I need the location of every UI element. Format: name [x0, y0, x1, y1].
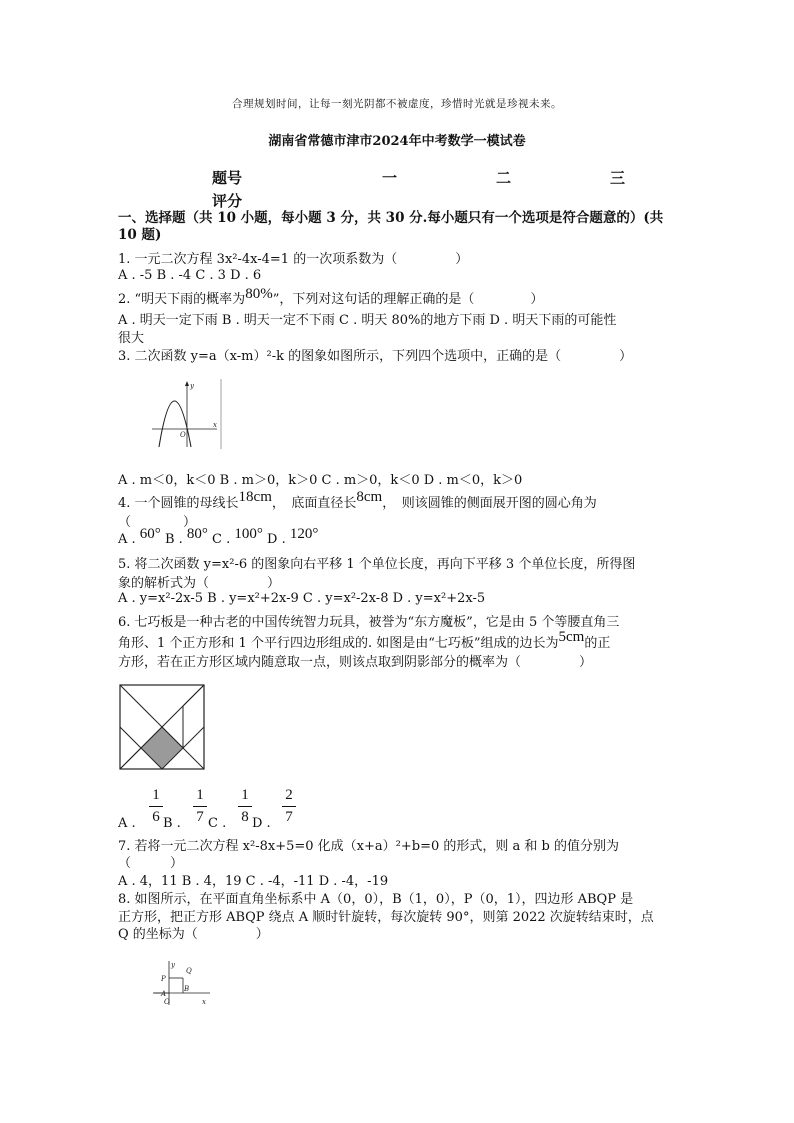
q4-math-1: 18cm — [238, 489, 272, 505]
q6-edge-3 — [120, 748, 141, 769]
q3-options: A . m＜0，k＜0 B . m＞0，k＞0 C . m＞0，k＜0 D . m＜0，k＞0 — [118, 473, 523, 488]
q3-origin-label: O — [180, 431, 186, 439]
q8-line-1: 8. 如图所示，在平面直角坐标系中 A（0，0），B（1，0），P（0，1），四边形 ABQP 是 — [118, 892, 634, 907]
q6-line-2: 角形、1 个正方形和 1 个平行四边形组成的. 如图是由“七巧板”组成的边长为5cm的正 — [118, 629, 611, 651]
q6-frac-d: 2 7 — [282, 787, 296, 826]
q8-q-label: Q — [186, 967, 192, 975]
q2-options-line-2: 很大 — [118, 331, 145, 346]
score-table-col-3: 三 — [610, 169, 626, 187]
q4-stem: 4. 一个圆锥的母线长18cm， 底面直径长8cm， 则该圆锥的侧面展开图的圆心角为 — [118, 489, 597, 511]
q8-line-3: Q 的坐标为（ ） — [118, 927, 269, 942]
q5-line-1: 5. 将二次函数 y=x²-6 的图象向右平移 1 个单位长度，再向下平移 3 个单位长度，所得图 — [118, 557, 636, 572]
q6-line-1: 6. 七巧板是一种古老的中国传统智力玩具，被誉为“东方魔板”，它是由 5 个等腰直角三 — [118, 615, 620, 630]
score-table-col-1: 一 — [382, 169, 398, 187]
q3-parabola-curve — [159, 401, 191, 447]
q6-opt-d: D . — [252, 816, 271, 831]
q6-frac-a: 1 6 — [149, 787, 163, 826]
q8-y-label: y — [171, 961, 175, 969]
q7-stem: 7. 若将一元二次方程 x²-8x+5=0 化成（x+a）²+b=0 的形式，则 a 和 b 的值分别为 — [118, 839, 619, 854]
q8-a-label: A — [161, 990, 167, 998]
q8-b-label: B — [184, 985, 190, 993]
q6-opt-c: C . — [208, 816, 227, 831]
q5-line-2: 象的解析式为（ ） — [118, 576, 281, 591]
q3-y-label: y — [190, 382, 194, 390]
q6-math: 5cm — [558, 629, 585, 645]
q6-shaded-square — [141, 727, 183, 769]
page-title: 湖南省常德市津市2024年中考数学一模试卷 — [268, 134, 526, 149]
q6-line-3: 方形，若在正方形区域内随意取一点，则该点取到阴影部分的概率为（ ） — [118, 655, 593, 670]
q1-options: A . -5 B . -4 C . 3 D . 6 — [118, 268, 262, 283]
q6-opt-b: B . — [163, 816, 181, 831]
score-table-col-2: 二 — [496, 169, 512, 187]
q6-frac-c: 1 8 — [238, 787, 252, 826]
q8-p-label: P — [161, 975, 166, 983]
q8-x-label: x — [202, 998, 206, 1006]
q4-math-2: 8cm — [356, 489, 383, 505]
q8-line-2: 正方形，把正方形 ABQP 绕点 A 顺时针旋转，每次旋转 90°，则第 2022 次旋转结束时，点 — [118, 910, 654, 925]
q2-stem: 2. “明天下雨的概率为80%”，下列对这句话的理解正确的是（ ） — [118, 286, 544, 307]
q8-origin-label: O — [164, 998, 170, 1006]
q4-options: A . 60° B . 80° C . 100° D . 120° — [118, 526, 319, 547]
q2-options-line-1: A . 明天一定下雨 B . 明天一定不下雨 C . 明天 80%的地方下雨 D . 明天下雨的可能性 — [118, 313, 617, 328]
score-table-row-label-2: 评分 — [212, 192, 243, 210]
section-heading: 一、选择题（共 10 小题，每小题 3 分，共 30 分.每小题只有一个选项是符合题意的）(共 10 题) — [118, 210, 664, 243]
score-table-row-label-1: 题号 — [212, 169, 243, 187]
q8-coordinate-figure — [150, 958, 215, 1008]
q6-frac-b: 1 7 — [193, 787, 207, 826]
q7-paren: （ ） — [118, 856, 184, 871]
q3-stem: 3. 二次函数 y=a（x-m）²-k 的图象如图所示，下列四个选项中，正确的是（ ） — [118, 349, 633, 364]
q6-edge-2 — [183, 685, 204, 706]
q4-paren: （ ） — [118, 515, 197, 530]
q5-options: A . y=x²-2x-5 B . y=x²+2x-9 C . y=x²-2x-8 D . y=x²+2x-5 — [118, 591, 486, 606]
q1-stem: 1. 一元二次方程 3x²-4x-4=1 的一次项系数为（ ） — [118, 252, 469, 267]
q6-opt-a: A . — [118, 816, 136, 831]
q3-x-label: x — [213, 421, 217, 429]
q2-math: 80% — [245, 286, 273, 302]
motto: 合理规划时间，让每一刻光阴都不被虚度，珍惜时光就是珍视未来。 — [232, 98, 562, 110]
q6-tangram-figure — [118, 684, 206, 770]
q3-parabola-figure — [145, 375, 230, 450]
q3-y-arrow — [185, 381, 189, 386]
q6-edge-4 — [120, 727, 141, 748]
q7-options: A . 4，11 B . 4，19 C . -4，-11 D . -4，-19 — [118, 874, 389, 889]
q6-edge-1 — [183, 727, 204, 748]
